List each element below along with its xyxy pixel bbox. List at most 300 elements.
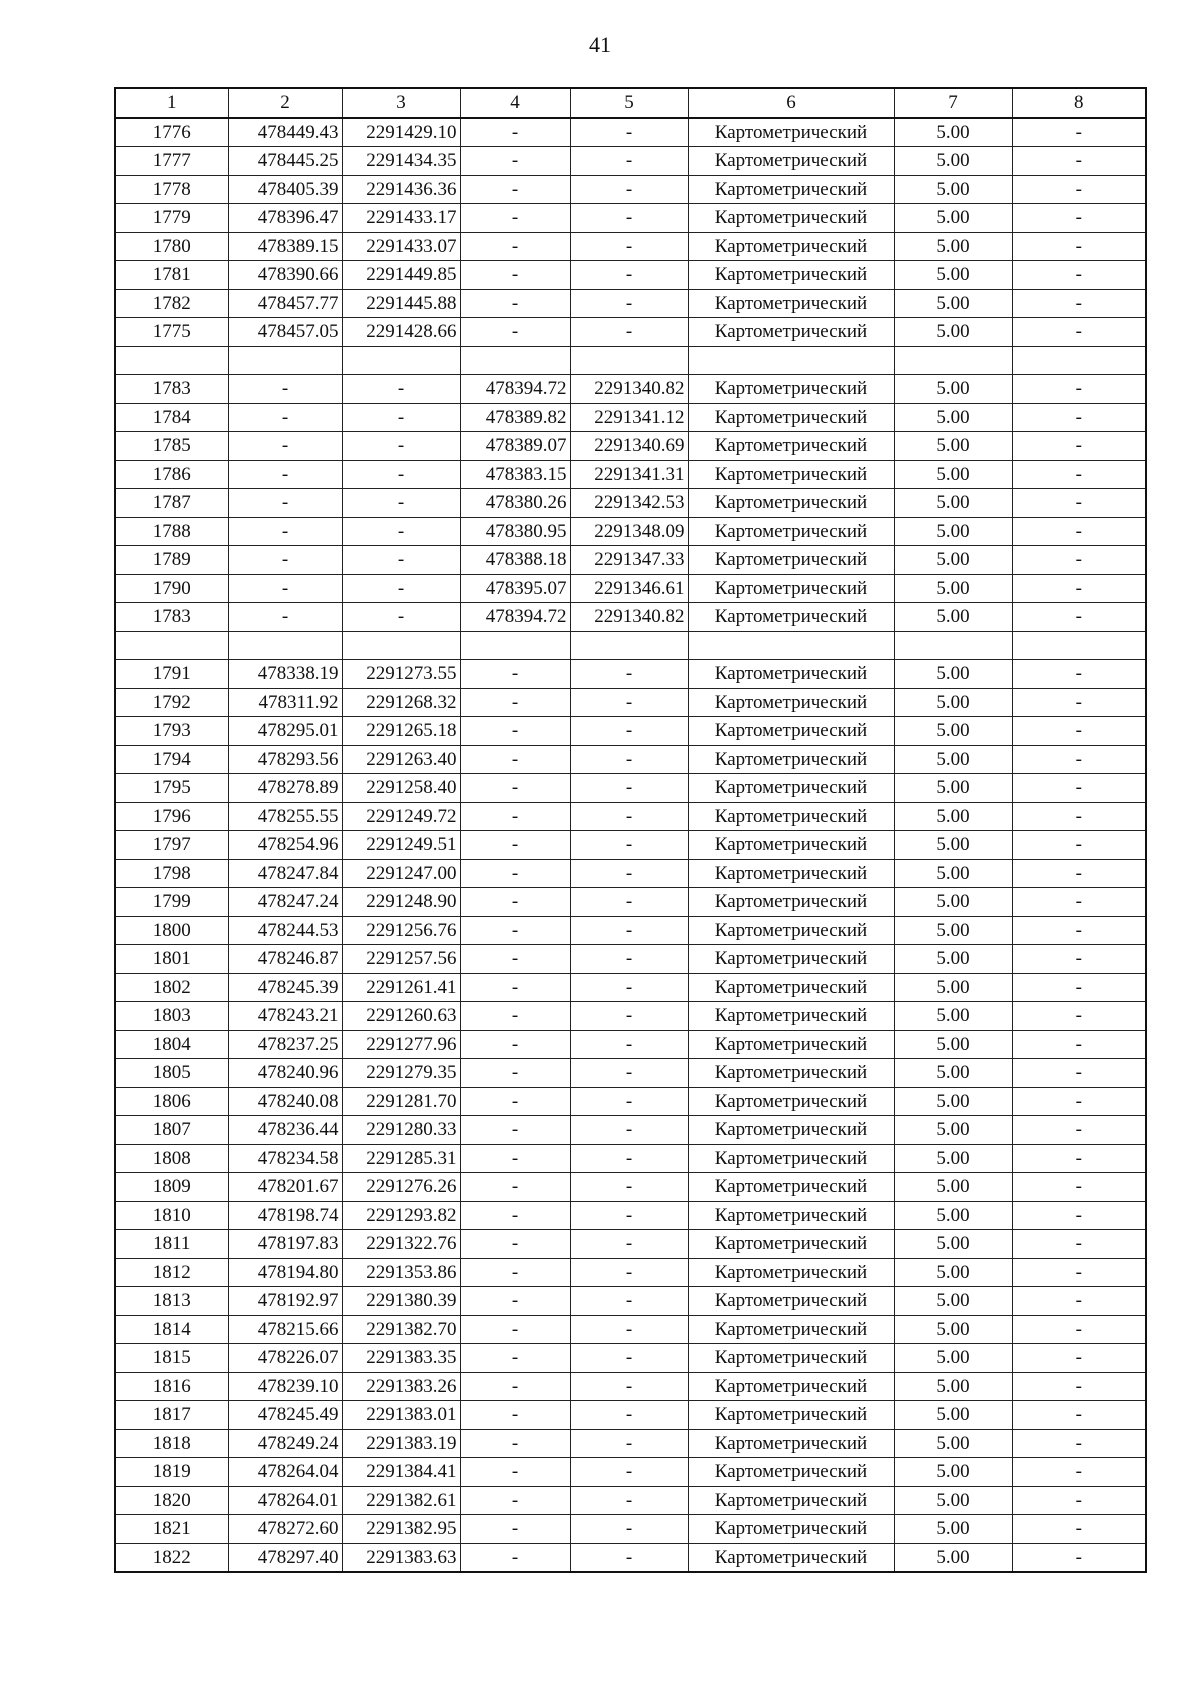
table-cell-col-8: - (1012, 1230, 1146, 1259)
table-cell-col-4: - (460, 1002, 570, 1031)
table-cell-col-3: 2291428.66 (342, 318, 460, 347)
table-row (115, 631, 1146, 660)
table-cell-col-6: Картометрический (688, 1315, 894, 1344)
table-cell-col-1: 1817 (115, 1401, 228, 1430)
table-cell-col-7: 5.00 (894, 403, 1012, 432)
table-cell-col-8: - (1012, 1515, 1146, 1544)
table-cell-col-5: - (570, 1458, 688, 1487)
table-cell-col-3: 2291281.70 (342, 1087, 460, 1116)
table-cell-col-8: - (1012, 118, 1146, 147)
table-cell-col-1: 1793 (115, 717, 228, 746)
table-cell-col-8: - (1012, 945, 1146, 974)
table-cell-col-3: - (342, 403, 460, 432)
table-cell-col-6: Картометрический (688, 603, 894, 632)
table-cell-col-1: 1785 (115, 432, 228, 461)
table-cell-col-3: 2291445.88 (342, 289, 460, 318)
table-cell-col-7: 5.00 (894, 175, 1012, 204)
table-cell-col-8: - (1012, 973, 1146, 1002)
table-cell-col-7: 5.00 (894, 1059, 1012, 1088)
table-cell-col-4: 478394.72 (460, 375, 570, 404)
table-cell-col-4: - (460, 717, 570, 746)
table-cell-col-3: 2291382.95 (342, 1515, 460, 1544)
table-cell-col-8: - (1012, 574, 1146, 603)
table-cell-col-5: - (570, 261, 688, 290)
table-cell-col-8: - (1012, 1486, 1146, 1515)
table-cell-col-6: Картометрический (688, 375, 894, 404)
table-row (115, 1059, 1146, 1088)
table-cell-col-1: 1819 (115, 1458, 228, 1487)
table-cell-col-6: Картометрический (688, 1543, 894, 1572)
table-row (115, 346, 1146, 375)
table-cell-col-4: - (460, 289, 570, 318)
table-cell-col-2: - (228, 489, 342, 518)
table-cell-col-4: - (460, 859, 570, 888)
table-cell-col-4: - (460, 802, 570, 831)
table-cell-col-1: 1789 (115, 546, 228, 575)
table-cell-col-7: 5.00 (894, 831, 1012, 860)
table-cell-col-2: - (228, 375, 342, 404)
column-header-5: 5 (570, 88, 688, 118)
table-cell-col-5: 2291340.82 (570, 603, 688, 632)
table-cell-col-7: 5.00 (894, 517, 1012, 546)
table-cell-col-8: - (1012, 1287, 1146, 1316)
table-cell-col-1: 1783 (115, 603, 228, 632)
table-cell-col-7: 5.00 (894, 916, 1012, 945)
table-cell-col-5: - (570, 745, 688, 774)
table-cell-col-3: 2291260.63 (342, 1002, 460, 1031)
table-cell-col-3: - (342, 603, 460, 632)
table-cell-col-6: Картометрический (688, 831, 894, 860)
table-cell-col-3: 2291382.70 (342, 1315, 460, 1344)
table-cell-col-5: - (570, 1401, 688, 1430)
table-cell-col-3: 2291280.33 (342, 1116, 460, 1145)
table-cell-col-5: - (570, 118, 688, 147)
table-cell-col-3: 2291434.35 (342, 147, 460, 176)
table-cell-col-3: 2291261.41 (342, 973, 460, 1002)
table-cell-col-1: 1784 (115, 403, 228, 432)
table-cell-col-5: - (570, 916, 688, 945)
table-cell-col-3: 2291249.72 (342, 802, 460, 831)
table-cell-col-6: Картометрический (688, 1173, 894, 1202)
table-cell-col-1: 1778 (115, 175, 228, 204)
table-cell-col-8: - (1012, 1458, 1146, 1487)
table-cell-col-7: 5.00 (894, 318, 1012, 347)
table-cell-col-6: Картометрический (688, 489, 894, 518)
table-cell-col-7: 5.00 (894, 1372, 1012, 1401)
table-cell-col-5: - (570, 1543, 688, 1572)
table-cell-col-8: - (1012, 460, 1146, 489)
table-cell-col-1: 1786 (115, 460, 228, 489)
table-cell-col-6: Картометрический (688, 802, 894, 831)
table-cell-col-7: 5.00 (894, 118, 1012, 147)
table-cell-col-1 (115, 346, 228, 375)
table-cell-col-7: 5.00 (894, 1087, 1012, 1116)
table-cell-col-8: - (1012, 916, 1146, 945)
table-cell-col-3: 2291279.35 (342, 1059, 460, 1088)
table-cell-col-5: 2291342.53 (570, 489, 688, 518)
table-row (115, 688, 1146, 717)
table-cell-col-3: - (342, 489, 460, 518)
table-cell-col-3: 2291322.76 (342, 1230, 460, 1259)
table-cell-col-3: - (342, 375, 460, 404)
table-cell-col-8: - (1012, 1344, 1146, 1373)
table-cell-col-2: 478297.40 (228, 1543, 342, 1572)
table-cell-col-1: 1790 (115, 574, 228, 603)
table-cell-col-1: 1779 (115, 204, 228, 233)
table-cell-col-1: 1814 (115, 1315, 228, 1344)
table-cell-col-1: 1781 (115, 261, 228, 290)
table-cell-col-2: - (228, 403, 342, 432)
table-cell-col-6: Картометрический (688, 1002, 894, 1031)
table-cell-col-3: 2291273.55 (342, 660, 460, 689)
table-cell-col-2: - (228, 603, 342, 632)
table-cell-col-3: 2291383.63 (342, 1543, 460, 1572)
table-row (115, 118, 1146, 147)
table-cell-col-6: Картометрический (688, 1059, 894, 1088)
table-cell-col-8: - (1012, 745, 1146, 774)
table-cell-col-6: Картометрический (688, 688, 894, 717)
table-cell-col-5: - (570, 888, 688, 917)
table-cell-col-5: - (570, 1201, 688, 1230)
table-cell-col-2: 478457.77 (228, 289, 342, 318)
table-cell-col-4: - (460, 1116, 570, 1145)
table-cell-col-4: - (460, 1429, 570, 1458)
table-cell-col-1: 1801 (115, 945, 228, 974)
table-cell-col-4: 478380.95 (460, 517, 570, 546)
table-row (115, 859, 1146, 888)
table-cell-col-6 (688, 631, 894, 660)
table-cell-col-8: - (1012, 175, 1146, 204)
table-cell-col-1: 1821 (115, 1515, 228, 1544)
table-cell-col-3: 2291433.07 (342, 232, 460, 261)
table-cell-col-4: - (460, 774, 570, 803)
table-cell-col-2: 478338.19 (228, 660, 342, 689)
table-cell-col-8: - (1012, 717, 1146, 746)
table-cell-col-6: Картометрический (688, 289, 894, 318)
table-cell-col-5: 2291348.09 (570, 517, 688, 546)
table-cell-col-1: 1776 (115, 118, 228, 147)
table-cell-col-4: - (460, 1258, 570, 1287)
table-row (115, 432, 1146, 461)
table-cell-col-5: - (570, 1315, 688, 1344)
table-cell-col-6: Картометрический (688, 318, 894, 347)
table-cell-col-7: 5.00 (894, 432, 1012, 461)
table-cell-col-7: 5.00 (894, 1429, 1012, 1458)
table-cell-col-7: 5.00 (894, 660, 1012, 689)
table-cell-col-7: 5.00 (894, 1030, 1012, 1059)
table-cell-col-5: - (570, 1486, 688, 1515)
table-cell-col-2: - (228, 517, 342, 546)
table-cell-col-2: 478255.55 (228, 802, 342, 831)
table-cell-col-1: 1800 (115, 916, 228, 945)
table-cell-col-4: - (460, 745, 570, 774)
table-cell-col-3: 2291382.61 (342, 1486, 460, 1515)
table-cell-col-2: - (228, 546, 342, 575)
table-cell-col-3: 2291263.40 (342, 745, 460, 774)
table-cell-col-8: - (1012, 1087, 1146, 1116)
table-row (115, 147, 1146, 176)
table-cell-col-4: - (460, 1401, 570, 1430)
table-cell-col-6: Картометрический (688, 204, 894, 233)
table-cell-col-2: 478445.25 (228, 147, 342, 176)
table-cell-col-8: - (1012, 261, 1146, 290)
table-cell-col-4: - (460, 1230, 570, 1259)
table-cell-col-5: - (570, 1230, 688, 1259)
table-row (115, 204, 1146, 233)
table-cell-col-4: - (460, 1315, 570, 1344)
table-cell-col-7: 5.00 (894, 1002, 1012, 1031)
table-cell-col-2: 478239.10 (228, 1372, 342, 1401)
table-cell-col-3: 2291256.76 (342, 916, 460, 945)
table-row (115, 1030, 1146, 1059)
table-cell-col-2: - (228, 574, 342, 603)
table-cell-col-1: 1822 (115, 1543, 228, 1572)
table-cell-col-8: - (1012, 204, 1146, 233)
table-cell-col-5: - (570, 774, 688, 803)
table-cell-col-6: Картометрический (688, 1429, 894, 1458)
table-row (115, 1144, 1146, 1173)
table-cell-col-5: - (570, 232, 688, 261)
table-cell-col-7: 5.00 (894, 802, 1012, 831)
table-row (115, 546, 1146, 575)
table-cell-col-8 (1012, 631, 1146, 660)
table-cell-col-2: 478405.39 (228, 175, 342, 204)
table-cell-col-6: Картометрический (688, 1144, 894, 1173)
table-cell-col-5: - (570, 717, 688, 746)
table-cell-col-2: 478295.01 (228, 717, 342, 746)
table-row (115, 745, 1146, 774)
table-cell-col-8: - (1012, 660, 1146, 689)
table-row (115, 1173, 1146, 1202)
table-cell-col-7: 5.00 (894, 1173, 1012, 1202)
table-cell-col-3: - (342, 574, 460, 603)
table-cell-col-1: 1810 (115, 1201, 228, 1230)
table-cell-col-6: Картометрический (688, 1087, 894, 1116)
table-cell-col-8: - (1012, 1144, 1146, 1173)
table-cell-col-1: 1815 (115, 1344, 228, 1373)
table-row (115, 460, 1146, 489)
table-row (115, 888, 1146, 917)
table-cell-col-2: 478390.66 (228, 261, 342, 290)
table-row (115, 945, 1146, 974)
table-row (115, 1230, 1146, 1259)
table-cell-col-2: 478311.92 (228, 688, 342, 717)
table-cell-col-5: 2291340.69 (570, 432, 688, 461)
table-cell-col-8: - (1012, 147, 1146, 176)
table-row (115, 916, 1146, 945)
table-cell-col-4: - (460, 1287, 570, 1316)
table-cell-col-2: 478234.58 (228, 1144, 342, 1173)
table-cell-col-7: 5.00 (894, 774, 1012, 803)
table-cell-col-1: 1791 (115, 660, 228, 689)
table-cell-col-3: 2291257.56 (342, 945, 460, 974)
table-row (115, 1401, 1146, 1430)
table-cell-col-1: 1811 (115, 1230, 228, 1259)
table-cell-col-5: - (570, 859, 688, 888)
table-cell-col-3: 2291383.26 (342, 1372, 460, 1401)
table-cell-col-4: 478389.07 (460, 432, 570, 461)
table-cell-col-1: 1802 (115, 973, 228, 1002)
table-cell-col-7 (894, 346, 1012, 375)
table-cell-col-3: - (342, 460, 460, 489)
table-cell-col-3: 2291383.01 (342, 1401, 460, 1430)
table-cell-col-5: - (570, 1087, 688, 1116)
table-cell-col-7: 5.00 (894, 147, 1012, 176)
table-cell-col-6: Картометрический (688, 232, 894, 261)
table-cell-col-8 (1012, 346, 1146, 375)
table-cell-col-4: 478383.15 (460, 460, 570, 489)
table-cell-col-2: 478396.47 (228, 204, 342, 233)
table-cell-col-1: 1787 (115, 489, 228, 518)
table-cell-col-4: - (460, 232, 570, 261)
table-cell-col-6: Картометрический (688, 1486, 894, 1515)
table-cell-col-5: - (570, 1059, 688, 1088)
table-cell-col-1: 1805 (115, 1059, 228, 1088)
table-cell-col-4: - (460, 888, 570, 917)
table-cell-col-2: 478246.87 (228, 945, 342, 974)
table-cell-col-8: - (1012, 403, 1146, 432)
table-cell-col-1: 1804 (115, 1030, 228, 1059)
table-cell-col-3: 2291384.41 (342, 1458, 460, 1487)
table-cell-col-3: 2291383.19 (342, 1429, 460, 1458)
table-cell-col-3: 2291249.51 (342, 831, 460, 860)
table-cell-col-5: - (570, 1173, 688, 1202)
table-cell-col-1: 1818 (115, 1429, 228, 1458)
table-cell-col-3: 2291436.36 (342, 175, 460, 204)
table-row (115, 1543, 1146, 1572)
table-cell-col-8: - (1012, 688, 1146, 717)
table-cell-col-6: Картометрический (688, 660, 894, 689)
table-cell-col-2: 478293.56 (228, 745, 342, 774)
table-cell-col-8: - (1012, 1201, 1146, 1230)
table-cell-col-6: Картометрический (688, 546, 894, 575)
table-cell-col-3: 2291433.17 (342, 204, 460, 233)
table-cell-col-5: - (570, 289, 688, 318)
table-cell-col-4: - (460, 118, 570, 147)
table-cell-col-6: Картометрический (688, 1401, 894, 1430)
table-cell-col-4: - (460, 1515, 570, 1544)
table-cell-col-7: 5.00 (894, 717, 1012, 746)
table-cell-col-8: - (1012, 232, 1146, 261)
table-cell-col-4: - (460, 1543, 570, 1572)
table-cell-col-6: Картометрический (688, 1230, 894, 1259)
table-cell-col-2: 478247.24 (228, 888, 342, 917)
table-cell-col-6: Картометрический (688, 1116, 894, 1145)
table-row (115, 603, 1146, 632)
coordinates-table (114, 87, 1147, 1573)
table-cell-col-2: 478215.66 (228, 1315, 342, 1344)
table-row (115, 973, 1146, 1002)
table-cell-col-5: - (570, 147, 688, 176)
table-cell-col-7: 5.00 (894, 945, 1012, 974)
table-cell-col-5: - (570, 318, 688, 347)
table-cell-col-1: 1788 (115, 517, 228, 546)
table-cell-col-7: 5.00 (894, 973, 1012, 1002)
table-cell-col-4: - (460, 973, 570, 1002)
table-cell-col-5: 2291341.12 (570, 403, 688, 432)
column-header-1: 1 (115, 88, 228, 118)
table-cell-col-1 (115, 631, 228, 660)
table-cell-col-8: - (1012, 1315, 1146, 1344)
table-cell-col-8: - (1012, 318, 1146, 347)
table-row (115, 574, 1146, 603)
table-row (115, 1287, 1146, 1316)
table-cell-col-8: - (1012, 546, 1146, 575)
table-cell-col-1: 1777 (115, 147, 228, 176)
table-cell-col-3: 2291265.18 (342, 717, 460, 746)
table-cell-col-2: 478197.83 (228, 1230, 342, 1259)
table-cell-col-6: Картометрический (688, 1201, 894, 1230)
table-cell-col-7: 5.00 (894, 1230, 1012, 1259)
table-cell-col-6: Картометрический (688, 745, 894, 774)
table-cell-col-6 (688, 346, 894, 375)
table-row (115, 175, 1146, 204)
table-cell-col-5: - (570, 1116, 688, 1145)
table-cell-col-8: - (1012, 774, 1146, 803)
table-cell-col-4: - (460, 1372, 570, 1401)
table-cell-col-3 (342, 346, 460, 375)
table-cell-col-7: 5.00 (894, 261, 1012, 290)
table-cell-col-8: - (1012, 1258, 1146, 1287)
table-row (115, 717, 1146, 746)
table-cell-col-2: 478194.80 (228, 1258, 342, 1287)
table-cell-col-1: 1783 (115, 375, 228, 404)
table-cell-col-7 (894, 631, 1012, 660)
table-cell-col-2: 478236.44 (228, 1116, 342, 1145)
table-body (115, 118, 1146, 1573)
table-row (115, 489, 1146, 518)
table-cell-col-4: 478389.82 (460, 403, 570, 432)
table-cell-col-6: Картометрический (688, 261, 894, 290)
table-cell-col-2 (228, 346, 342, 375)
table-cell-col-5 (570, 346, 688, 375)
table-row (115, 774, 1146, 803)
table-cell-col-1: 1808 (115, 1144, 228, 1173)
table-cell-col-8: - (1012, 289, 1146, 318)
table-cell-col-3: 2291277.96 (342, 1030, 460, 1059)
table-cell-col-2: - (228, 432, 342, 461)
table-cell-col-5: - (570, 204, 688, 233)
table-cell-col-6: Картометрический (688, 118, 894, 147)
table-cell-col-5: - (570, 175, 688, 204)
table-cell-col-7: 5.00 (894, 574, 1012, 603)
table-cell-col-6: Картометрический (688, 1458, 894, 1487)
table-cell-col-8: - (1012, 1173, 1146, 1202)
table-cell-col-2: 478264.04 (228, 1458, 342, 1487)
table-cell-col-4: - (460, 318, 570, 347)
table-row (115, 1116, 1146, 1145)
table-cell-col-4: - (460, 1173, 570, 1202)
table-cell-col-8: - (1012, 1059, 1146, 1088)
table-cell-col-2: 478247.84 (228, 859, 342, 888)
table-cell-col-2: 478240.96 (228, 1059, 342, 1088)
table-row (115, 1087, 1146, 1116)
table-cell-col-2: 478245.49 (228, 1401, 342, 1430)
table-cell-col-8: - (1012, 1429, 1146, 1458)
table-row (115, 403, 1146, 432)
table-cell-col-3: 2291383.35 (342, 1344, 460, 1373)
table-cell-col-7: 5.00 (894, 688, 1012, 717)
table-cell-col-7: 5.00 (894, 1315, 1012, 1344)
table-cell-col-5: - (570, 1144, 688, 1173)
table-cell-col-7: 5.00 (894, 888, 1012, 917)
table-cell-col-8: - (1012, 603, 1146, 632)
table-cell-col-4: - (460, 916, 570, 945)
table-cell-col-8: - (1012, 831, 1146, 860)
table-cell-col-4: 478380.26 (460, 489, 570, 518)
table-cell-col-5: - (570, 1287, 688, 1316)
table-cell-col-4: - (460, 175, 570, 204)
